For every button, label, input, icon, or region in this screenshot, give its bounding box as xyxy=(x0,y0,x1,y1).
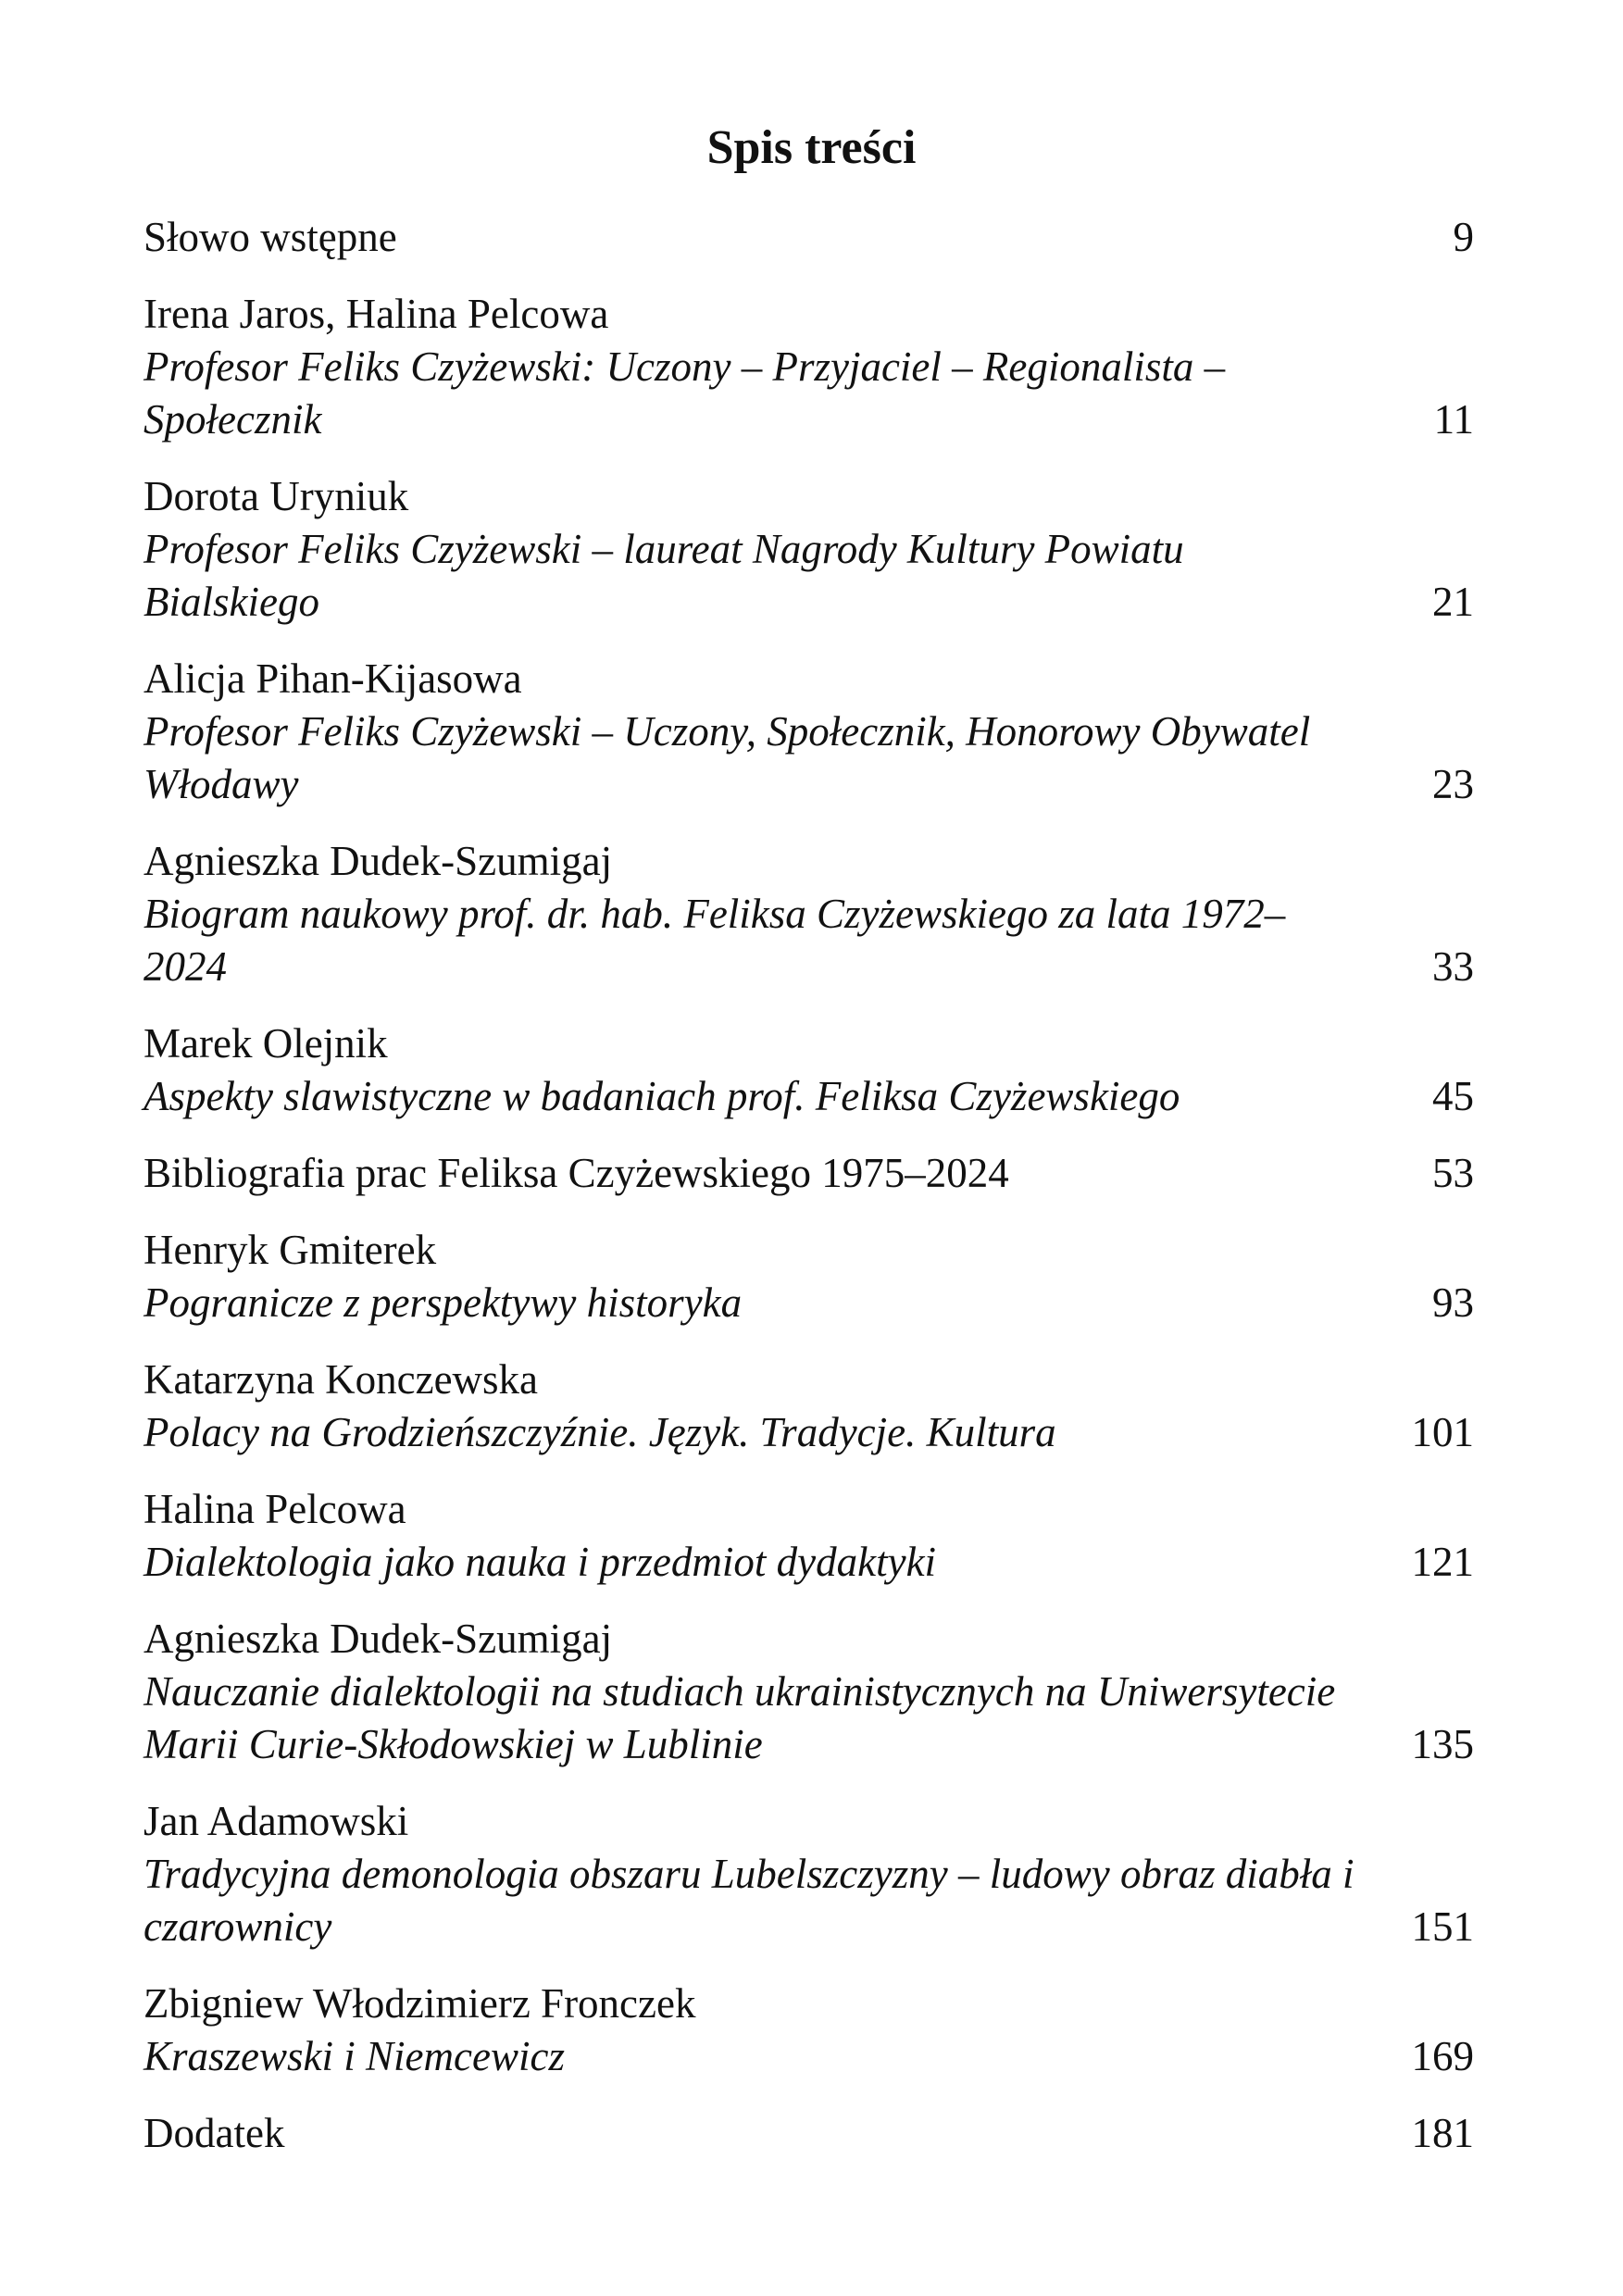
entry-author: Dorota Uryniuk xyxy=(144,473,409,519)
entry-title: Profesor Feliks Czyżewski – Uczony, Społecznik, Honorowy Obywatel Włodawy xyxy=(144,708,1311,807)
page-number: 53 xyxy=(1432,1150,1474,1196)
toc-entry xyxy=(144,1613,1474,1771)
entry-title: Bibliografia prac Feliksa Czyżewskiego 1975–2024 xyxy=(144,1150,1009,1196)
entry-title: Kraszewski i Niemcewicz xyxy=(144,2033,565,2079)
entry-author: Agnieszka Dudek-Szumigaj xyxy=(144,1616,613,1662)
entry-author: Jan Adamowski xyxy=(144,1798,409,1844)
page-number: 121 xyxy=(1411,1539,1474,1585)
page-number: 11 xyxy=(1433,396,1474,443)
toc-entry xyxy=(144,1017,1474,1123)
page-number: 9 xyxy=(1453,214,1474,260)
entry-author: Agnieszka Dudek-Szumigaj xyxy=(144,838,613,884)
entry-title: Słowo wstępne xyxy=(144,214,397,260)
toc-entry xyxy=(144,1795,1474,1953)
toc-entry xyxy=(144,470,1474,629)
page-number: 45 xyxy=(1432,1073,1474,1119)
page-number: 33 xyxy=(1432,943,1474,990)
entry-title: Nauczanie dialektologii na studiach ukrainistycznych na Uniwersytecie Marii Curie-Skłodowskiej w Lublinie xyxy=(144,1668,1336,1767)
entry-title: Biogram naukowy prof. dr. hab. Feliksa Czyżewskiego za lata 1972–2024 xyxy=(144,891,1286,990)
page-number: 23 xyxy=(1432,761,1474,807)
entry-title: Profesor Feliks Czyżewski: Uczony – Przyjaciel – Regionalista – Społecznik xyxy=(144,343,1226,443)
toc-entry xyxy=(144,835,1474,993)
entry-author: Alicja Pihan-Kijasowa xyxy=(144,655,522,702)
page-number: 101 xyxy=(1411,1409,1474,1455)
entry-title: Profesor Feliks Czyżewski – laureat Nagrody Kultury Powiatu Bialskiego xyxy=(144,526,1184,625)
page-number: 151 xyxy=(1411,1903,1474,1950)
toc-entry xyxy=(144,288,1474,446)
entry-author: Henryk Gmiterek xyxy=(144,1227,437,1273)
entry-title: Dialektologia jako nauka i przedmiot dydaktyki xyxy=(144,1539,937,1585)
entry-author: Marek Olejnik xyxy=(144,1020,388,1067)
page-number: 135 xyxy=(1411,1721,1474,1767)
toc-entry xyxy=(144,653,1474,811)
toc-entry-bibliography xyxy=(144,1147,1474,1200)
toc-entry xyxy=(144,1224,1474,1329)
page-number: 93 xyxy=(1432,1279,1474,1326)
page-title: Spis treści xyxy=(706,121,917,174)
toc-entry-preface xyxy=(144,211,1474,264)
entry-author: Katarzyna Konczewska xyxy=(144,1356,539,1403)
toc-entry xyxy=(144,1354,1474,1459)
entry-title: Aspekty slawistyczne w badaniach prof. Feliksa Czyżewskiego xyxy=(144,1073,1180,1119)
page-number: 181 xyxy=(1411,2110,1474,2156)
page-number: 169 xyxy=(1411,2033,1474,2079)
page-number: 21 xyxy=(1432,579,1474,625)
toc-entry xyxy=(144,1978,1474,2083)
entry-title: Polacy na Grodzieńszczyźnie. Język. Tradycje. Kultura xyxy=(144,1409,1056,1455)
entry-title: Tradycyjna demonologia obszaru Lubelszczyzny – ludowy obraz diabła i czarownicy xyxy=(144,1851,1355,1950)
entry-title: Dodatek xyxy=(144,2110,285,2156)
toc-entry-appendix xyxy=(144,2107,1474,2160)
entry-author: Irena Jaros, Halina Pelcowa xyxy=(144,291,609,337)
entry-author: Zbigniew Włodzimierz Fronczek xyxy=(144,1980,696,2027)
entry-title: Pogranicze z perspektywy historyka xyxy=(144,1279,743,1326)
toc-entry xyxy=(144,1483,1474,1589)
entry-author: Halina Pelcowa xyxy=(144,1486,406,1532)
table-of-contents xyxy=(144,211,1474,2184)
